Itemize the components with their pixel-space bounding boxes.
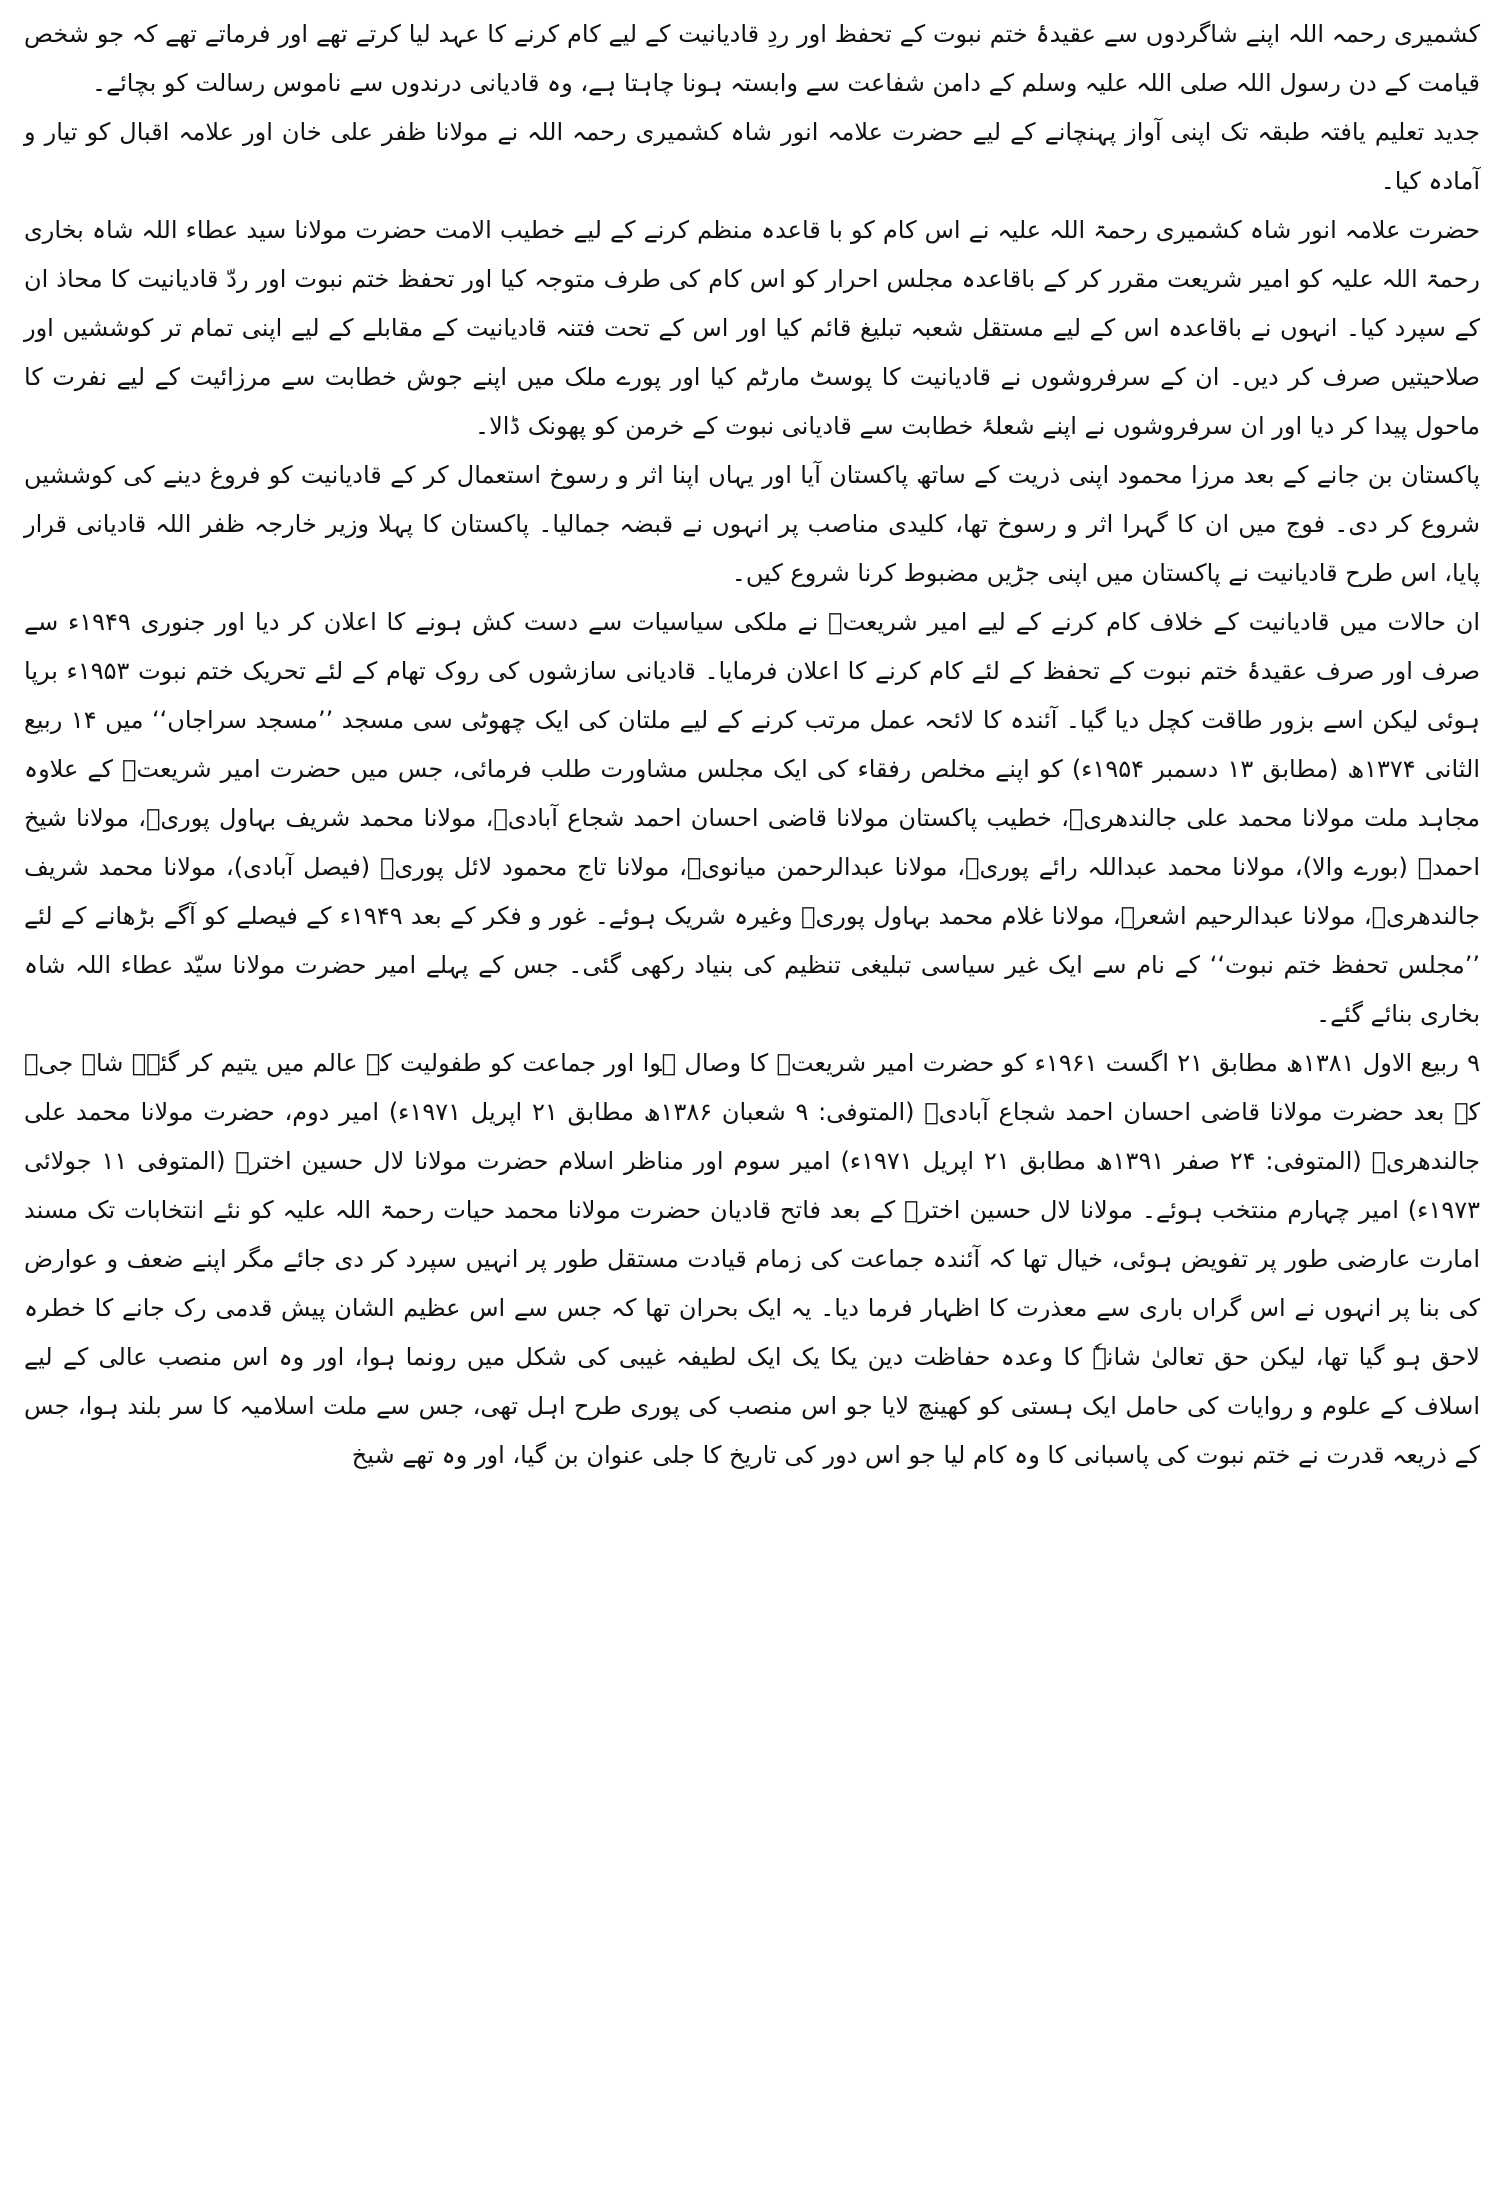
paragraph-5: ان حالات میں قادیانیت کے خلاف کام کرنے کے لیے امیر شریعتؒ نے ملکی سیاسیات سے دست کش ہونے کا اعلان کر دیا اور جنوری ۱۹۴۹ء سے صرف اور صرف عقیدۂ ختم نبوت کے تحفظ کے لئے کام کرنے کا اعلان فرمایا۔ قادیانی سازشوں کی روک تھام کے لئے تحریک ختم نبوت ۱۹۵۳ء برپا ہوئی لیکن اسے بزور طاقت کچل دیا گیا۔ آئندہ کا لائحہ عمل مرتب کرنے کے لیے ملتان کی ایک چھوٹی سی مسجد ’’مسجد سراجاں‘‘ میں ۱۴ ربیع الثانی ۱۳۷۴ھ (مطابق ۱۳ دسمبر ۱۹۵۴ء) کو اپنے مخلص رفقاء کی ایک مجلس مشاورت طلب فرمائی، جس میں حضرت امیر شریعتؒ کے علاوہ مجاہد ملت مولانا محمد علی جالندھریؒ، خطیب پاکستان مولانا قاضی احسان احمد شجاع آبادیؒ، مولانا محمد شریف بہاول پوریؒ، مولانا شیخ احمدؒ (بورے والا)، مولانا محمد عبداللہ رائے پوریؒ، مولانا عبدالرحمن میانویؒ، مولانا تاج محمود لائل پوریؒ (فیصل آبادی)، مولانا محمد شریف جالندھریؒ، مولانا عبدالرحیم اشعرؒ، مولانا غلام محمد بہاول پوریؒ وغیرہ شریک ہوئے۔ غور و فکر کے بعد ۱۹۴۹ء کے فیصلے کو آگے بڑھانے کے لئے ’’مجلس تحفظ ختم نبوت‘‘ کے نام سے ایک غیر سیاسی تبلیغی تنظیم کی بنیاد رکھی گئی۔ جس کے پہلے امیر حضرت مولانا سیّد عطاء اللہ شاہ بخاری بنائے گئے۔ xyxy=(24,608,1481,1028)
paragraph-3: حضرت علامہ انور شاہ کشمیری رحمۃ اللہ علیہ نے اس کام کو با قاعدہ منظم کرنے کے لیے خطیب الامت حضرت مولانا سید عطاء اللہ شاہ بخاری رحمۃ اللہ علیہ کو امیر شریعت مقرر کر کے باقاعدہ مجلس احرار کو اس کام کی طرف متوجہ کیا اور تحفظ ختم نبوت اور ردّ قادیانیت کا محاذ ان کے سپرد کیا۔ انہوں نے باقاعدہ اس کے لیے مستقل شعبہ تبلیغ قائم کیا اور اس کے تحت فتنہ قادیانیت کے مقابلے کے لیے اپنی تمام تر کوششیں اور صلاحیتیں صرف کر دیں۔ ان کے سرفروشوں نے قادیانیت کا پوسٹ مارٹم کیا اور پورے ملک میں اپنے جوش خطابت سے مرزائیت کے لیے نفرت کا ماحول پیدا کر دیا اور ان سرفروشوں نے اپنے شعلۂ خطابت سے قادیانی نبوت کے خرمن کو پھونک ڈالا۔ xyxy=(24,216,1480,440)
paragraph-1: کشمیری رحمہ اللہ اپنے شاگردوں سے عقیدۂ ختم نبوت کے تحفظ اور ردِ قادیانیت کے لیے کام کرنے کا عہد لیا کرتے تھے اور فرماتے تھے کہ جو شخص قیامت کے دن رسول اللہ صلی اللہ علیہ وسلم کے دامن شفاعت سے وابستہ ہونا چاہتا ہے، وہ قادیانی درندوں سے ناموس رسالت کو بچائے۔ xyxy=(24,20,1480,97)
paragraph-2: جدید تعلیم یافتہ طبقہ تک اپنی آواز پہنچانے کے لیے حضرت علامہ انور شاہ کشمیری رحمہ اللہ نے مولانا ظفر علی خان اور علامہ اقبال کو تیار و آمادہ کیا۔ xyxy=(24,118,1480,195)
paragraph-4: پاکستان بن جانے کے بعد مرزا محمود اپنی ذریت کے ساتھ پاکستان آیا اور یہاں اپنا اثر و رسوخ استعمال کر کے قادیانیت کو فروغ دینے کی کوششیں شروع کر دی۔ فوج میں ان کا گہرا اثر و رسوخ تھا، کلیدی مناصب پر انہوں نے قبضہ جمالیا۔ پاکستان کا پہلا وزیر خارجہ ظفر اللہ قادیانی قرار پایا، اس طرح قادیانیت نے پاکستان میں اپنی جڑیں مضبوط کرنا شروع کیں۔ xyxy=(24,461,1480,587)
document-page xyxy=(24,10,1480,2190)
paragraph-6: ۹ ربیع الاول ۱۳۸۱ھ مطابق ۲۱ اگست ۱۹۶۱ء کو حضرت امیر شریعتؒ کا وصال ہوا اور جماعت کو طفولیت کے عالم میں یتیم کر گئے۔ شاہ جیؒ کے بعد حضرت مولانا قاضی احسان احمد شجاع آبادیؒ (المتوفی: ۹ شعبان ۱۳۸۶ھ مطابق ۲۱ اپریل ۱۹۷۱ء) امیر دوم، حضرت مولانا محمد علی جالندھریؒ (المتوفی: ۲۴ صفر ۱۳۹۱ھ مطابق ۲۱ اپریل ۱۹۷۱ء) امیر سوم اور مناظر اسلام حضرت مولانا لال حسین اخترؒ (المتوفی ۱۱ جولائی ۱۹۷۳ء) امیر چہارم منتخب ہوئے۔ مولانا لال حسین اخترؒ کے بعد فاتح قادیان حضرت مولانا محمد حیات رحمۃ اللہ علیہ کو نئے انتخابات تک مسند امارت عارضی طور پر تفویض ہوئی، خیال تھا کہ آئندہ جماعت کی زمام قیادت مستقل طور پر انہیں سپرد کر دی جائے مگر اپنے ضعف و عوارض کی بنا پر انہوں نے اس گراں باری سے معذرت کا اظہار فرما دیا۔ یہ ایک بحران تھا کہ جس سے اس عظیم الشان پیش قدمی رک جانے کا خطرہ لاحق ہو گیا تھا، لیکن حق تعالیٰ شانہٗ کا وعدہ حفاظت دین یکا یک ایک لطیفہ غیبی کی شکل میں رونما ہوا، اور وہ اس منصب عالی کے لیے اسلاف کے علوم و روایات کی حامل ایک ہستی کو کھینچ لایا جو اس منصب کی پوری طرح اہل تھی، جس سے ملت اسلامیہ کا سر بلند ہوا، جس کے ذریعہ قدرت نے ختم نبوت کی پاسبانی کا وہ کام لیا جو اس دور کی تاریخ کا جلی عنوان بن گیا، اور وہ تھے شیخ xyxy=(24,1049,1481,1469)
